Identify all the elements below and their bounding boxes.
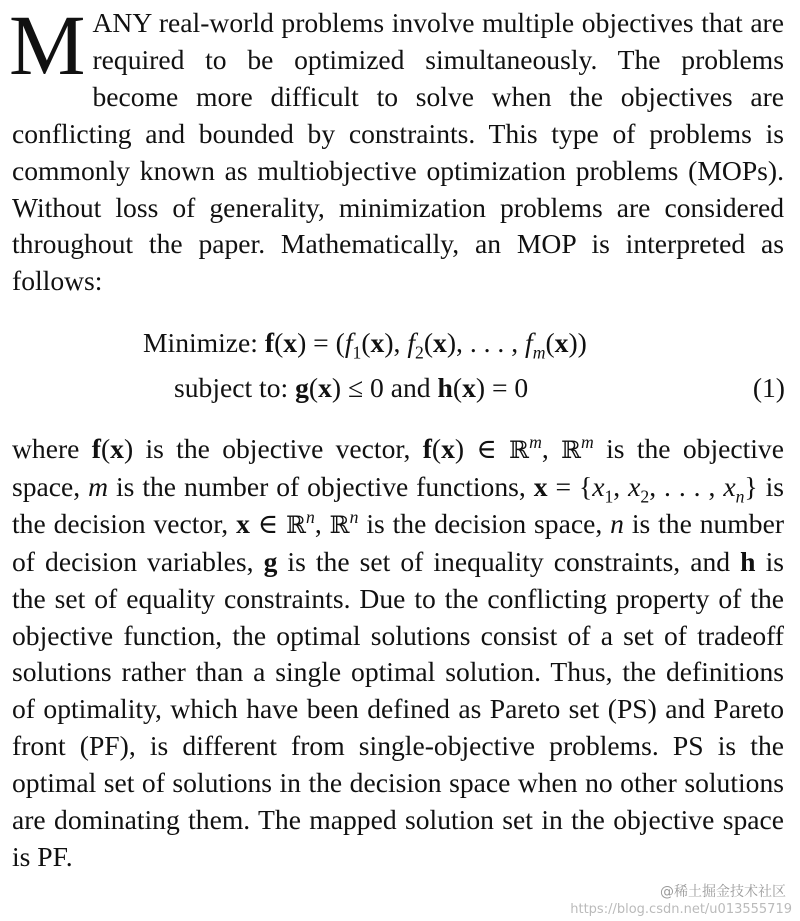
math-g: g bbox=[263, 545, 278, 577]
math-x-in-rn: x ∈ ℝ$^n$, ℝ$^n$ bbox=[236, 506, 359, 539]
math-n: n bbox=[610, 507, 624, 539]
text-number-objectives: is the number of objective functions, bbox=[116, 470, 526, 502]
math-m: m bbox=[88, 470, 109, 502]
definitions-paragraph bbox=[12, 431, 784, 876]
math-fx-in-rm: f(x) ∈ ℝ$^m$, ℝ$^m$ bbox=[422, 431, 594, 464]
math-x-set: $x = \{x_1$, $x_2$, . . . , $x_n$} bbox=[533, 470, 758, 507]
text-decision-space: is the decision space, bbox=[366, 507, 603, 539]
subject-to-label: subject to: bbox=[174, 372, 289, 403]
drop-cap-letter: M bbox=[9, 0, 86, 93]
and-word: and bbox=[390, 372, 431, 403]
math-fx: f(x) bbox=[91, 433, 134, 464]
watermark-site: @稀土掘金技术社区 bbox=[660, 884, 786, 900]
math-h: h bbox=[740, 545, 756, 577]
text-decision-vector: is the decision vector, bbox=[12, 470, 785, 539]
intro-paragraph-text: ANY real-world problems involve multiple objectives that are required to be optimized simultaneously. The problems become more difficult to solve when the objectives are conflicting and bounded by constraints. This type of problems is commonly known as multiobjective optimization problems (MOPs). Without loss of generality, minimization problems are considered throughout the paper. Mathematically, an MOP is interpreted as follows: bbox=[12, 7, 784, 297]
intro-paragraph bbox=[9, 0, 784, 300]
minimize-label: Minimize: bbox=[143, 327, 258, 358]
text-objective-space: is the objective space, bbox=[12, 433, 784, 502]
constraint-formula-g: g(x) ≤ 0 bbox=[295, 372, 384, 403]
watermark-url: https://blog.csdn.net/u013555719 bbox=[570, 902, 792, 917]
text-inequality-constraints: is the set of inequality constraints, and bbox=[287, 545, 731, 577]
text-number-variables: is the number of decision variables, bbox=[12, 507, 785, 577]
constraint-formula-h: h(x) = 0 bbox=[437, 372, 529, 403]
equation-number: (1) bbox=[752, 372, 785, 403]
text-objective-vector: is the objective vector, bbox=[145, 433, 411, 464]
text-remaining-definitions: is the set of equality constraints. Due to the conflicting property of the objective function, the optimal solutions consist of a set of tradeoff solutions rather than a single optimal solution. Thus, the definitions of optimality, which have been defined as Pareto set (PS) and Pareto front (PF), is different from single-objective problems. PS is the optimal set of solutions in the decision space when no other solutions are dominating them. The mapped solution set in the objective space is PF. bbox=[12, 545, 784, 872]
objective-formula: $f(x) = (f_1(x)$, $f_2(x)$, . . . , $f_m(x)$) bbox=[264, 327, 587, 363]
text-where: where bbox=[12, 433, 80, 464]
